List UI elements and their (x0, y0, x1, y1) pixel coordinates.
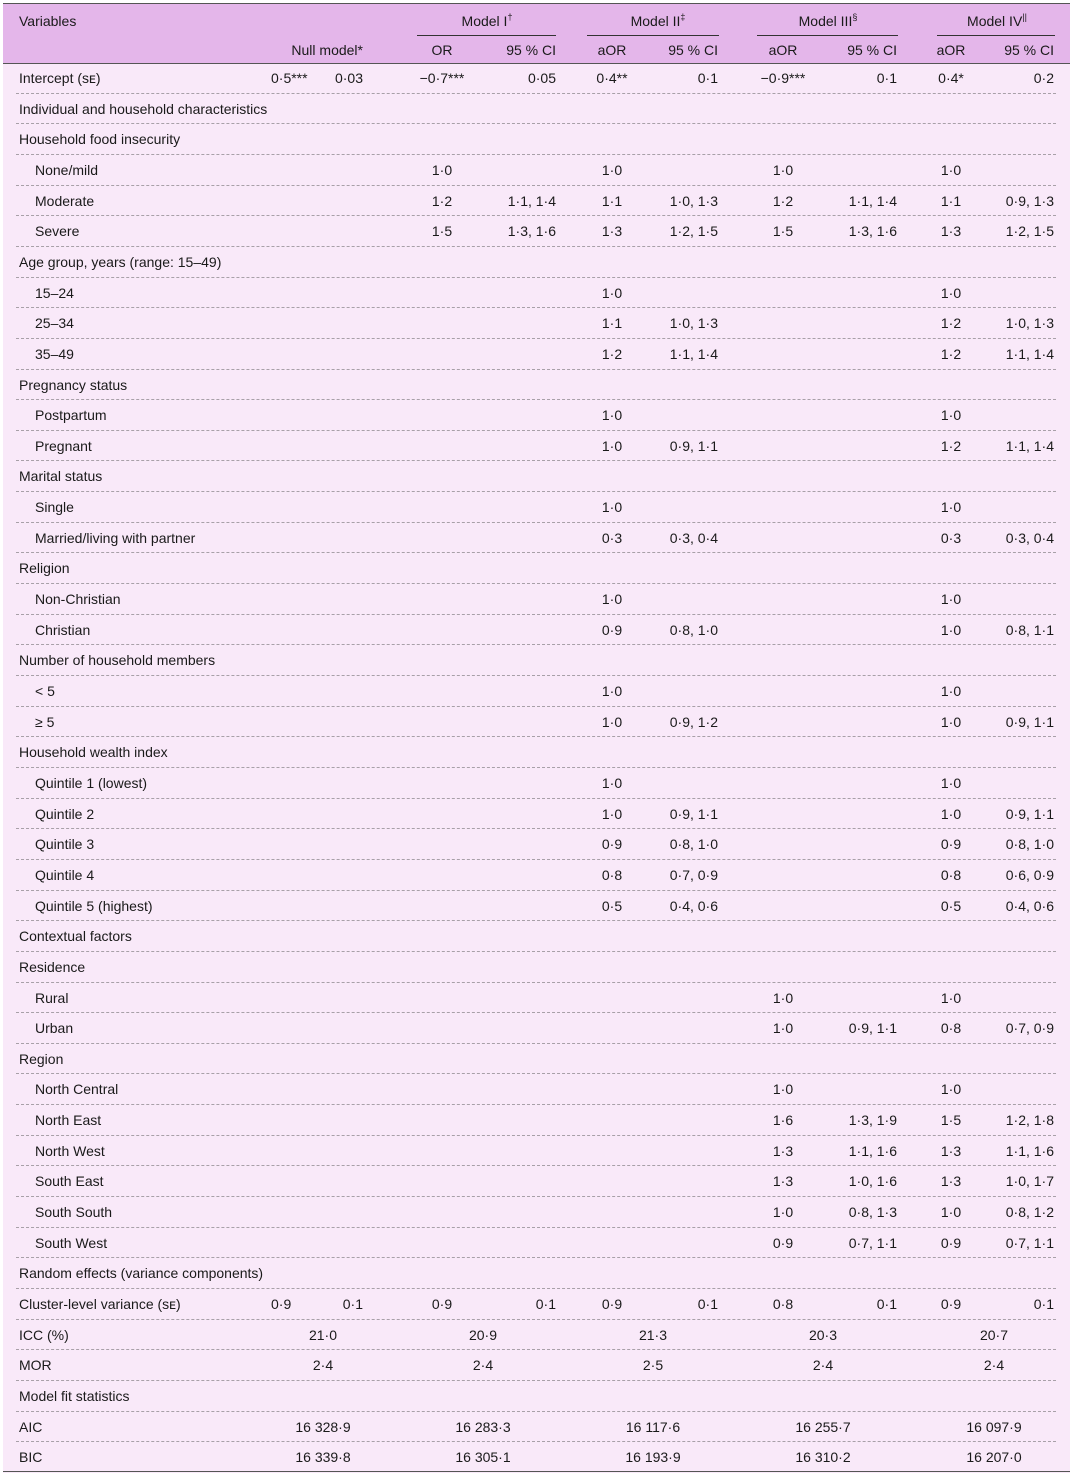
row-label: North West (35, 1142, 105, 1159)
table-cell: 0·5 (940, 897, 962, 914)
row-divider (16, 828, 1056, 829)
row-label: North East (35, 1112, 102, 1129)
table-cell: 1·2 (772, 192, 794, 209)
table-cell: 1·5 (431, 223, 453, 240)
table-cell: 1·2, 1·8 (1005, 1112, 1054, 1129)
table-cell: 1·2, 1·5 (1005, 223, 1054, 240)
row-label: South South (35, 1204, 113, 1221)
table-cell: 0·4** (596, 70, 628, 86)
table-cell: 0·2 (1033, 70, 1054, 86)
row-divider (16, 920, 1056, 921)
table-cell: 1·3 (940, 1173, 962, 1190)
table-cell: 1·2 (940, 437, 962, 454)
row-label: Age group, years (range: 15–49) (19, 253, 222, 270)
row-label: Severe (35, 223, 80, 240)
table-cell: 0·9, 1·1 (669, 805, 718, 822)
header-model-4: Model IV|| (967, 12, 1027, 29)
table-cell: 1·0 (940, 621, 962, 638)
row-label: 25–34 (35, 315, 74, 332)
row-label: Single (35, 499, 74, 516)
table-cell: 1·0 (940, 805, 962, 822)
table-cell: 1·5 (940, 1112, 962, 1129)
table-cell: 0·8 (601, 866, 623, 883)
row-divider (16, 522, 1056, 523)
table-cell: 0·8, 1·2 (1005, 1204, 1054, 1221)
table-cell: 1·1 (601, 315, 623, 332)
table-cell: 0·3 (601, 529, 623, 546)
row-divider (16, 1257, 1056, 1258)
table-cell: 1·0 (601, 437, 623, 454)
table-cell: 0·9 (601, 1296, 623, 1312)
table-cell: −0·9*** (760, 70, 806, 86)
row-divider (16, 1073, 1056, 1074)
table-cell: 0·1 (876, 70, 897, 86)
table-cell: 1·0 (772, 1204, 794, 1221)
row-divider (16, 583, 1056, 584)
header-model-1: Model I† (461, 12, 513, 29)
table-cell: 1·0 (601, 591, 623, 608)
row-label: Religion (19, 560, 70, 577)
row-divider (16, 1012, 1056, 1013)
table-cell: 1·2 (940, 315, 962, 332)
header-ci-4: 95 % CI (1004, 42, 1054, 58)
table-cell: 1·0 (940, 1081, 962, 1098)
table-cell: 0·9 (601, 836, 623, 853)
table-cell: 1·3 (601, 223, 623, 240)
table-cell: 0·9, 1·1 (669, 437, 718, 454)
row-label: South East (35, 1173, 104, 1190)
table-cell: 1·1 (601, 192, 623, 209)
table-cell: 1·0 (940, 713, 962, 730)
table-cell: 1·0 (940, 284, 962, 301)
table-cell: 16 207·0 (966, 1449, 1022, 1466)
table-cell: 0·1 (535, 1296, 556, 1312)
row-label: Pregnancy status (19, 376, 128, 393)
table-cell: 1·1, 1·4 (507, 192, 556, 209)
row-label: Intercept (sᴇ) (19, 70, 101, 86)
table-cell: 1·3, 1·6 (848, 223, 897, 240)
table-cell: 2·4 (983, 1357, 1005, 1374)
row-divider (16, 982, 1056, 983)
row-label: Quintile 1 (lowest) (35, 774, 148, 791)
row-divider (16, 767, 1056, 768)
table-cell: 0·8, 1·0 (1005, 836, 1054, 853)
row-divider (16, 93, 1056, 94)
row-label: Quintile 2 (35, 805, 95, 822)
table-cell: 0·05 (527, 70, 556, 86)
table-cell: 2·5 (642, 1357, 664, 1374)
table-cell: 0·9 (772, 1234, 794, 1251)
table-cell: 0·4, 0·6 (1005, 897, 1054, 914)
table-cell: 0·9 (431, 1296, 453, 1312)
model-3-rule (757, 35, 898, 36)
table-cell: 1·0 (601, 499, 623, 516)
table-cell: 0·5 (601, 897, 623, 914)
table-cell: 1·3 (940, 223, 962, 240)
table-cell: 0·4* (938, 70, 964, 86)
header-ci-2: 95 % CI (668, 42, 718, 58)
header-model-2: Model II‡ (630, 12, 686, 29)
table-cell: 20·7 (979, 1326, 1009, 1343)
row-divider (16, 1288, 1056, 1289)
row-divider (16, 1411, 1056, 1412)
table-cell: 0·8, 1·1 (1005, 621, 1054, 638)
row-label: Number of household members (19, 652, 216, 669)
table-cell: 0·9, 1·2 (669, 713, 718, 730)
row-divider (16, 859, 1056, 860)
table-cell: 0·8, 1·3 (848, 1204, 897, 1221)
table-cell: 1·1, 1·4 (669, 345, 718, 362)
row-label: Pregnant (35, 437, 92, 454)
table-cell: 1·3 (772, 1173, 794, 1190)
row-divider (16, 736, 1056, 737)
model-2-rule (587, 35, 719, 36)
table-cell: 16 097·9 (966, 1418, 1022, 1435)
header-aor-3: aOR (768, 42, 798, 58)
row-label: Quintile 5 (highest) (35, 897, 153, 914)
row-label: Urban (35, 1020, 74, 1037)
table-cell: 16 193·9 (625, 1449, 681, 1466)
row-divider (16, 706, 1056, 707)
row-label: 15–24 (35, 284, 74, 301)
row-label: ICC (%) (19, 1326, 69, 1343)
table-cell: 0·1 (1033, 1296, 1054, 1312)
row-divider (16, 430, 1056, 431)
table-cell: 0·8, 1·0 (669, 621, 718, 638)
table-cell: 16 283·3 (455, 1418, 511, 1435)
table-cell: 0·3, 0·4 (1005, 529, 1054, 546)
table-cell: 1·0 (940, 499, 962, 516)
table-cell: 2·4 (312, 1357, 334, 1374)
table-cell: 1·0, 1·3 (1005, 315, 1054, 332)
table-cell: −0·7*** (419, 70, 465, 86)
row-divider (16, 185, 1056, 186)
row-divider (16, 215, 1056, 216)
row-divider (16, 614, 1056, 615)
table-cell: 0·8 (940, 1020, 962, 1037)
table-cell: 1·1, 1·6 (1005, 1142, 1054, 1159)
table-cell: 0·9, 1·1 (1005, 805, 1054, 822)
header-model-3: Model III§ (798, 12, 858, 29)
header-or: OR (431, 42, 453, 58)
table-cell: 0·5*** (271, 70, 308, 86)
table-cell: 20·9 (468, 1326, 498, 1343)
row-divider (16, 338, 1056, 339)
table-cell: 1·0 (940, 683, 962, 699)
row-divider (16, 369, 1056, 370)
table-cell: 0·7, 0·9 (1005, 1020, 1054, 1037)
row-divider (16, 890, 1056, 891)
table-cell: 1·0 (601, 713, 623, 730)
header-variables: Variables (19, 13, 77, 29)
table-cell: 0·1 (697, 1296, 718, 1312)
row-label: None/mild (35, 161, 99, 178)
row-divider (16, 246, 1056, 247)
table-cell: 1·0, 1·7 (1005, 1173, 1054, 1190)
table-cell: 0·8, 1·0 (669, 836, 718, 853)
table-cell: 1·2 (431, 192, 453, 209)
table-cell: 0·9 (601, 621, 623, 638)
table-cell: 0·1 (876, 1296, 897, 1312)
table-cell: 1·0 (940, 407, 962, 424)
table-cell: 1·0 (940, 591, 962, 608)
table-cell: 0·6, 0·9 (1005, 866, 1054, 883)
row-divider (16, 644, 1056, 645)
row-label: Moderate (35, 192, 95, 209)
table-cell: 1·3 (772, 1142, 794, 1159)
table-cell: 1·0 (772, 989, 794, 1006)
table-cell: 1·2 (601, 345, 623, 362)
row-label: South West (35, 1234, 108, 1251)
table-cell: 0·9, 1·1 (848, 1020, 897, 1037)
row-label: Household food insecurity (19, 131, 181, 148)
table-cell: 16 305·1 (455, 1449, 511, 1466)
table-cell: 1·2 (940, 345, 962, 362)
table-cell: 1·3 (940, 1142, 962, 1159)
header-ci-3: 95 % CI (847, 42, 897, 58)
header-null-model: Null model* (291, 42, 363, 58)
row-divider (16, 491, 1056, 492)
table-cell: 0·03 (334, 70, 363, 86)
row-label: Household wealth index (19, 744, 168, 761)
table-cell: 1·0, 1·3 (669, 192, 718, 209)
table-cell: 1·0 (940, 1204, 962, 1221)
row-label: Married/living with partner (35, 529, 196, 546)
row-divider (16, 277, 1056, 278)
table-bottom-rule (3, 1471, 1070, 1472)
table-cell: 1·0 (601, 284, 623, 301)
table-cell: 1·0 (772, 1081, 794, 1098)
row-divider (16, 154, 1056, 155)
table-cell: 1·3, 1·6 (507, 223, 556, 240)
row-label: Random effects (variance components) (19, 1265, 264, 1282)
table-cell: 16 117·6 (625, 1418, 681, 1435)
row-divider (16, 675, 1056, 676)
row-label: Christian (35, 621, 91, 638)
table-cell: 16 328·9 (295, 1418, 351, 1435)
row-divider (16, 1104, 1056, 1105)
table-cell: 1·3, 1·9 (848, 1112, 897, 1129)
row-divider (16, 1043, 1056, 1044)
table-cell: 16 255·7 (795, 1418, 851, 1435)
row-label: Postpartum (35, 407, 107, 424)
row-label: Contextual factors (19, 928, 132, 945)
row-label: AIC (19, 1418, 43, 1435)
row-label: BIC (19, 1449, 43, 1466)
header-aor-4: aOR (936, 42, 966, 58)
table-cell: 2·4 (472, 1357, 494, 1374)
header-aor-2: aOR (597, 42, 627, 58)
table-cell: 0·9 (940, 1234, 962, 1251)
table-cell: 0·7, 0·9 (669, 866, 718, 883)
row-label: ≥ 5 (35, 713, 55, 730)
table-cell: 0·4, 0·6 (669, 897, 718, 914)
table-cell: 1·2, 1·5 (669, 223, 718, 240)
table-cell: 1·5 (772, 223, 794, 240)
regression-table (3, 3, 1070, 1473)
table-cell: 1·1, 1·4 (848, 192, 897, 209)
model-1-rule (417, 35, 556, 36)
table-cell: 2·4 (812, 1357, 834, 1374)
row-divider (16, 1380, 1056, 1381)
row-divider (16, 1349, 1056, 1350)
table-cell: 1·0, 1·3 (669, 315, 718, 332)
table-cell: 21·0 (308, 1326, 338, 1343)
table-cell: 1·1, 1·4 (1005, 437, 1054, 454)
table-cell: 1·0, 1·6 (848, 1173, 897, 1190)
table-cell: 0·9, 1·3 (1005, 192, 1054, 209)
row-divider (16, 307, 1056, 308)
row-label: < 5 (35, 683, 55, 699)
row-label: Quintile 3 (35, 836, 95, 853)
table-cell: 1·0 (601, 161, 623, 178)
header-ci-1: 95 % CI (506, 42, 556, 58)
table-cell: 0·7, 1·1 (1005, 1234, 1054, 1251)
row-divider (16, 1319, 1056, 1320)
table-cell: 1·0 (772, 161, 794, 178)
row-label: Residence (19, 958, 86, 975)
row-label: Region (19, 1050, 64, 1067)
table-cell: 1·0 (601, 774, 623, 791)
row-label: Non-Christian (35, 591, 121, 608)
table-cell: 1·0 (601, 683, 623, 699)
row-divider (16, 1441, 1056, 1442)
row-label: Model fit statistics (19, 1387, 130, 1404)
table-cell: 0·1 (697, 70, 718, 86)
row-divider (16, 460, 1056, 461)
row-label: Marital status (19, 468, 103, 485)
table-cell: 0·9, 1·1 (1005, 713, 1054, 730)
row-divider (16, 1227, 1056, 1228)
row-divider (16, 798, 1056, 799)
table-cell: 0·3 (940, 529, 962, 546)
table-cell: 0·3, 0·4 (669, 529, 718, 546)
row-divider (16, 123, 1056, 124)
table-cell: 0·8 (772, 1296, 794, 1312)
table-cell: 1·0 (940, 161, 962, 178)
row-label: 35–49 (35, 345, 74, 362)
model-4-rule (937, 35, 1055, 36)
table-cell: 16 339·8 (295, 1449, 351, 1466)
row-label: MOR (19, 1357, 52, 1374)
table-cell: 1·1 (940, 192, 962, 209)
table-cell: 0·9 (271, 1296, 292, 1312)
row-label: Cluster-level variance (sᴇ) (19, 1296, 181, 1312)
table-cell: 0·9 (940, 1296, 962, 1312)
row-divider (16, 552, 1056, 553)
row-divider (16, 1135, 1056, 1136)
row-divider (16, 1165, 1056, 1166)
table-cell: 1·0 (601, 407, 623, 424)
table-cell: 16 310·2 (795, 1449, 851, 1466)
row-label: North Central (35, 1081, 119, 1098)
table-cell: 1·0 (601, 805, 623, 822)
row-divider (16, 399, 1056, 400)
table-cell: 1·0 (940, 989, 962, 1006)
table-cell: 20·3 (808, 1326, 838, 1343)
table-cell: 1·0 (940, 774, 962, 791)
table-cell: 0·8 (940, 866, 962, 883)
table-cell: 0·9 (940, 836, 962, 853)
row-label: Rural (35, 989, 69, 1006)
row-divider (16, 951, 1056, 952)
table-cell: 21·3 (638, 1326, 668, 1343)
table-cell: 1·6 (772, 1112, 794, 1129)
table-cell: 1·0 (431, 161, 453, 178)
table-cell: 1·1, 1·6 (848, 1142, 897, 1159)
table-cell: 1·1, 1·4 (1005, 345, 1054, 362)
row-label: Quintile 4 (35, 866, 95, 883)
table-cell: 0·1 (342, 1296, 363, 1312)
table-cell: 0·7, 1·1 (848, 1234, 897, 1251)
row-divider (16, 1196, 1056, 1197)
table-cell: 1·0 (772, 1020, 794, 1037)
table-header (3, 3, 1070, 64)
row-label: Individual and household characteristics (19, 100, 268, 117)
